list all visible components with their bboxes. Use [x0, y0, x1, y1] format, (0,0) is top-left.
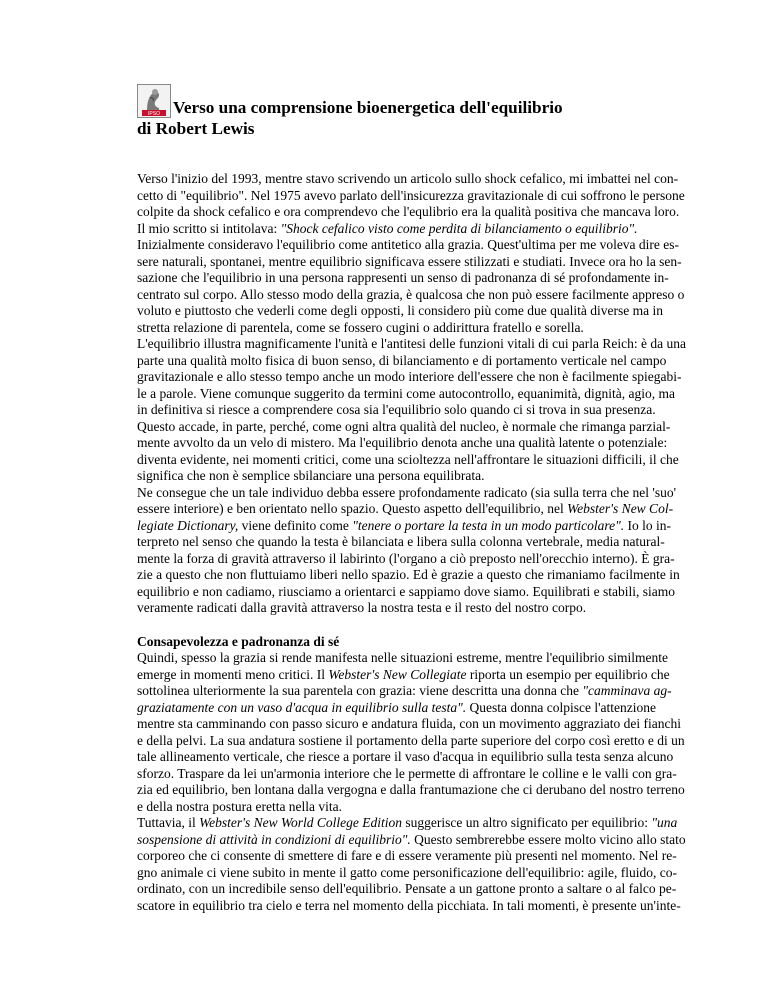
text-line: [137, 815, 678, 832]
quotation: "tenere o portare la testa in un modo particolare".: [352, 517, 625, 533]
text-line: [137, 666, 670, 684]
document-body: [137, 171, 686, 914]
paragraph-3: [137, 336, 686, 485]
text-line: e della pelvi. La sua andatura sostiene il portamento della parte superiore del corpo così eretto e di un: [137, 732, 685, 748]
quotation: sospensione di attività in condizioni di equilibrio".: [137, 831, 411, 847]
text-line: mente avvolto da un velo di mistero. Ma l'equilibrio denota anche una qualità latente o potenziale:: [137, 435, 668, 450]
text-line: sforzo. Traspare da lei un'armonia interiore che le permette di affrontare le colline e le valli con gra-: [137, 765, 677, 781]
text-line: corporeo che ci consente di smettere di fare e di essere veramente più presenti nel momento. Nel re-: [137, 848, 677, 863]
text-line: colpite da shock cefalico e ora comprendevo che l'equlibrio era la qualità positiva che mancava loro.: [137, 204, 680, 219]
document-page: [137, 80, 686, 914]
text-line: [137, 683, 672, 700]
text-span: riporta un esempio per equilibrio che: [466, 666, 670, 682]
text-line: Verso l'inizio del 1993, mentre stavo scrivendo un articolo sullo shock cefalico, mi imbattei nel con-: [137, 171, 679, 186]
text-line: Ne consegue che un tale individuo debba essere profondamente radicato (sia sulla terra che nel 'suo': [137, 484, 677, 500]
document-title: Verso una comprensione bioenergetica dell'equilibrio: [173, 98, 563, 117]
section-heading: Consapevolezza e padronanza di sé: [137, 633, 340, 649]
text-line: [137, 221, 665, 238]
text-line: [137, 700, 665, 717]
text-line: zie a questo che non fluttuiamo liberi nello spazio. Ed è grazie a questo che rimaniamo facilmente in: [137, 567, 680, 582]
text-span: sottolinea ulteriormente la sua parentela con grazia: viene descritta una donna che: [137, 683, 583, 698]
quotation: "camminava ag-: [582, 683, 672, 698]
text-line: terpreto nel senso che quando la testa è bilanciata e libera sulla colonna vertebrale, media natural-: [137, 534, 665, 549]
quotation: graziatamente con un vaso d'acqua in equilibrio sulla testa".: [137, 699, 467, 715]
text-line: mente la forza di gravità attraverso il labirinto (l'organo a ciò preposto nell'orecchio interno). È gra-: [137, 550, 675, 566]
ipso-logo-label: IPSO: [148, 111, 160, 117]
title-line: [137, 80, 665, 118]
text-span: Tuttavia, il: [137, 815, 200, 830]
text-line: mentre sta camminando con passo sicuro e andatura fluida, con un movimento aggraziato dei fianchi: [137, 716, 681, 731]
text-line: tale allineamento verticale, che riesce a portare il vaso d'acqua in equilibrio sulla testa senza alcuno: [137, 749, 674, 764]
text-line: [137, 831, 686, 849]
title-block: [137, 80, 665, 139]
quotation: "una: [651, 815, 678, 830]
paragraph-6: [137, 815, 686, 914]
text-line: centrato sul corpo. Allo stesso modo della grazia, è qualcosa che non può essere facilmente appreso o: [137, 286, 685, 302]
text-line: Inizialmente consideravo l'equilibrio come antitetico alla grazia. Quest'ultima per me voleva dire es-: [137, 237, 680, 252]
text-line: veramente radicati dalla gravità attraverso la nostra testa e il resto del nostro corpo.: [137, 600, 587, 615]
text-line: [137, 517, 672, 535]
text-line: stretta relazione di parentela, come se fossero cugini o addirittura fratello e sorella.: [137, 319, 584, 335]
text-line: diventa evidente, nei momenti critici, come una scioltezza nell'affrontare le situazioni difficili, il che: [137, 451, 679, 467]
text-line: equilibrio e non cadiamo, riusciamo a orientarci e sappiamo dove siamo. Equilibrati e stabili, siamo: [137, 583, 675, 599]
text-span: Questo sembrerebbe essere molto vicino allo stato: [410, 831, 686, 847]
text-span: Questa donna colpisce l'attenzione: [466, 699, 657, 715]
citation-title: legiate Dictionary,: [137, 517, 239, 533]
paragraph-4: [137, 484, 680, 617]
text-span: viene definito come: [238, 517, 353, 533]
citation-title: Webster's New Collegiate: [328, 666, 467, 682]
citation-title: Webster's New Col-: [567, 501, 674, 516]
text-span: Il mio scritto si intitolava:: [137, 220, 281, 236]
text-line: voluto e piuttosto che vederli come degli opposti, li considero più come due qualità diverse ma in: [137, 303, 663, 318]
text-span: Io lo in-: [624, 517, 672, 533]
text-line: parte una qualità molto fisica di buon senso, di bilanciamento e di portamento verticale nel campo: [137, 352, 667, 368]
text-line: Questo accade, in parte, perché, come ogni altra qualità del nucleo, è normale che rimanga parzial-: [137, 418, 671, 434]
text-line: cetto di "equilibrio". Nel 1975 avevo parlato dell'insicurezza gravitazionale di cui soffrono le persone: [137, 187, 685, 203]
text-line: le a parole. Viene comunque suggerito da termini come autocontrollo, equanimità, dignità, agio, ma: [137, 385, 676, 401]
text-line: gravitazionale e allo stesso tempo anche un modo interiore dell'essere che non è facilmente spiegabi-: [137, 369, 682, 384]
text-line: e della nostra postura eretta nella vita.: [137, 798, 343, 814]
text-span: emerge in momenti meno critici. Il: [137, 666, 329, 682]
text-line: significa che non è semplice sbilanciare una persona equilibrata.: [137, 468, 485, 483]
text-line: ordinato, con un incredibile senso dell'equilibrio. Pensate a un gattone pronto a saltare o al falco pe-: [137, 881, 677, 896]
text-span: suggerisce un altro significato per equilibrio:: [402, 815, 652, 830]
text-line: sere naturali, spontanei, mentre equilibrio significava essere stilizzati e studiati. Invece ora ho la sen-: [137, 253, 682, 269]
paragraph-1: [137, 171, 685, 237]
article-title: "Shock cefalico visto come perdita di bilanciamento o equilibrio".: [280, 220, 638, 236]
ipso-logo-icon: [137, 84, 171, 118]
paragraph-2: [137, 237, 685, 336]
text-line: Quindi, spesso la grazia si rende manifesta nelle situazioni estreme, mentre l'equilibrio similmente: [137, 650, 669, 665]
text-line: [137, 501, 674, 518]
text-line: sazione che l'equilibrio in una persona rappresenti un senso di padronanza di sé profondamente in-: [137, 270, 669, 285]
document-author: di Robert Lewis: [137, 119, 255, 138]
text-line: zia ed equilibrio, ben lontana dalla vergogna e dalla frantumazione che ci derubano del nostro terreno: [137, 782, 685, 797]
text-line: gno animale ci viene subito in mente il gatto come personificazione dell'equilibrio: agile, fluido, co-: [137, 864, 678, 880]
text-line: in definitiva si riesce a comprendere cosa sia l'equilibrio solo quando ci si trova in sua presenza.: [137, 402, 656, 417]
paragraph-5: [137, 650, 685, 815]
text-line: L'equilibrio illustra magnificamente l'unità e l'antitesi delle funzioni vitali di cui parla Reich: è da una: [137, 336, 686, 351]
citation-title: Webster's New World College Edition: [199, 815, 403, 830]
text-span: essere interiore) e ben orientato nello spazio. Questo aspetto dell'equilibrio, nel: [137, 501, 568, 516]
text-line: scatore in equilibrio tra cielo e terra nel momento della picchiata. In tali momenti, è presente un'inte-: [137, 897, 681, 913]
